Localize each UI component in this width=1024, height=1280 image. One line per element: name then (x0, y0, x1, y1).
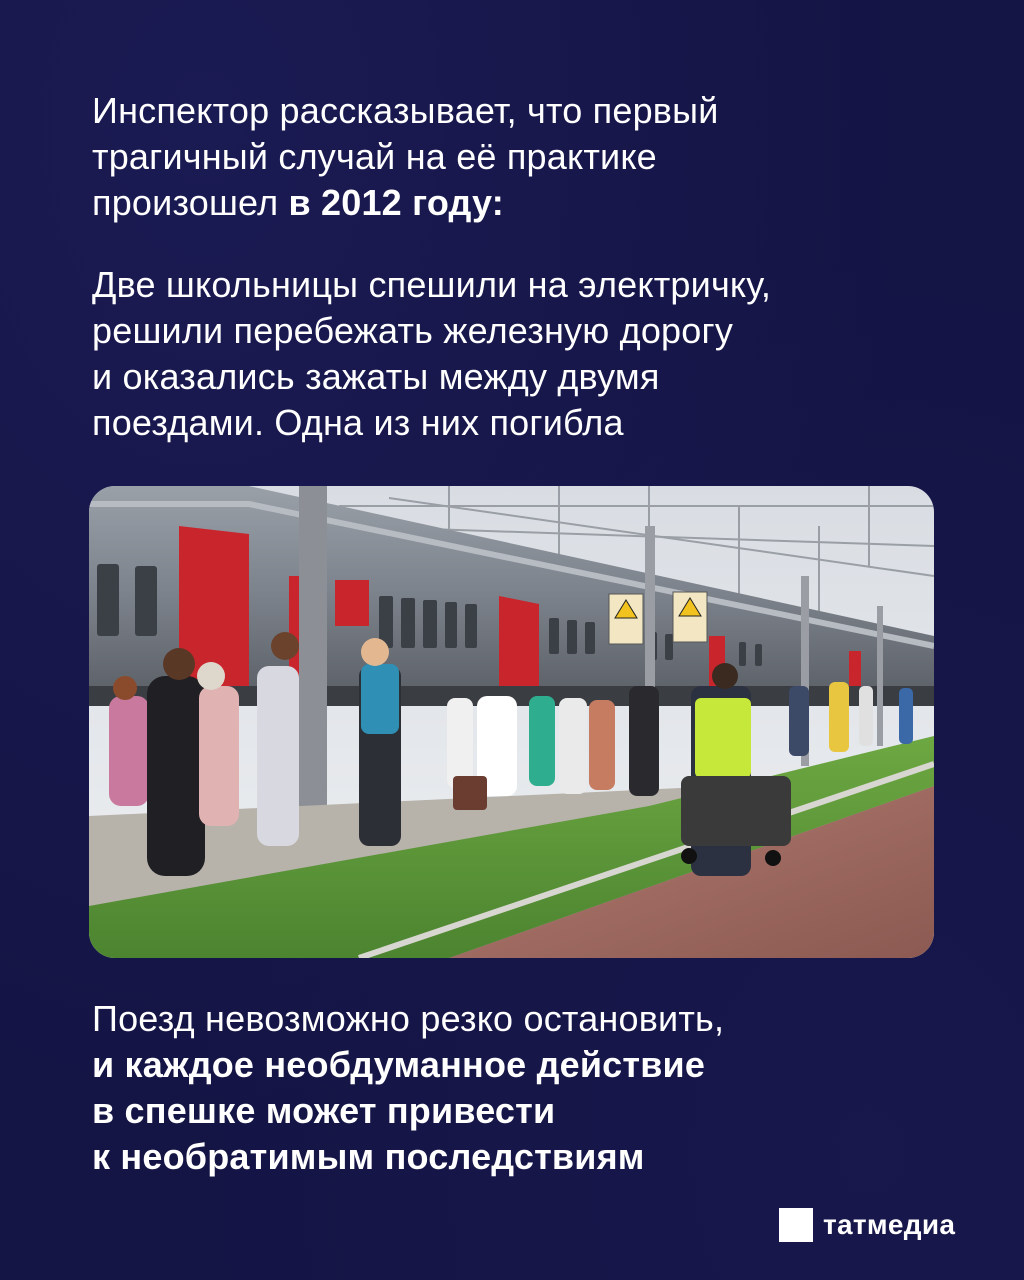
story-line: решили перебежать железную дорогу (92, 310, 734, 351)
intro-line-3 (92, 180, 952, 226)
story-line: Две школьницы спешили на электричку, (92, 264, 772, 305)
intro-line-2: трагичный случай на её практике (92, 136, 657, 177)
story-paragraph (92, 262, 952, 446)
story-line: и оказались зажаты между двумя (92, 356, 660, 397)
logo-square-icon (779, 1208, 813, 1242)
brand-name: татмедиа (823, 1209, 956, 1240)
story-line: поездами. Одна из них погибла (92, 402, 624, 443)
conclusion-bold-line: и каждое необдуманное действие (92, 1044, 706, 1085)
intro-line-1: Инспектор рассказывает, что первый (92, 90, 719, 131)
railway-platform-photo (89, 486, 934, 958)
conclusion-bold-line: к необратимым последствиям (92, 1136, 645, 1177)
intro-paragraph (92, 88, 952, 226)
conclusion-paragraph (92, 996, 952, 1180)
year-highlight: в 2012 году: (288, 182, 504, 223)
brand-logo (779, 1207, 955, 1243)
conclusion-bold-line: в спешке может привести (92, 1090, 556, 1131)
conclusion-line-1: Поезд невозможно резко остановить, (92, 998, 725, 1039)
intro-line-3-prefix: произошел (92, 182, 289, 223)
